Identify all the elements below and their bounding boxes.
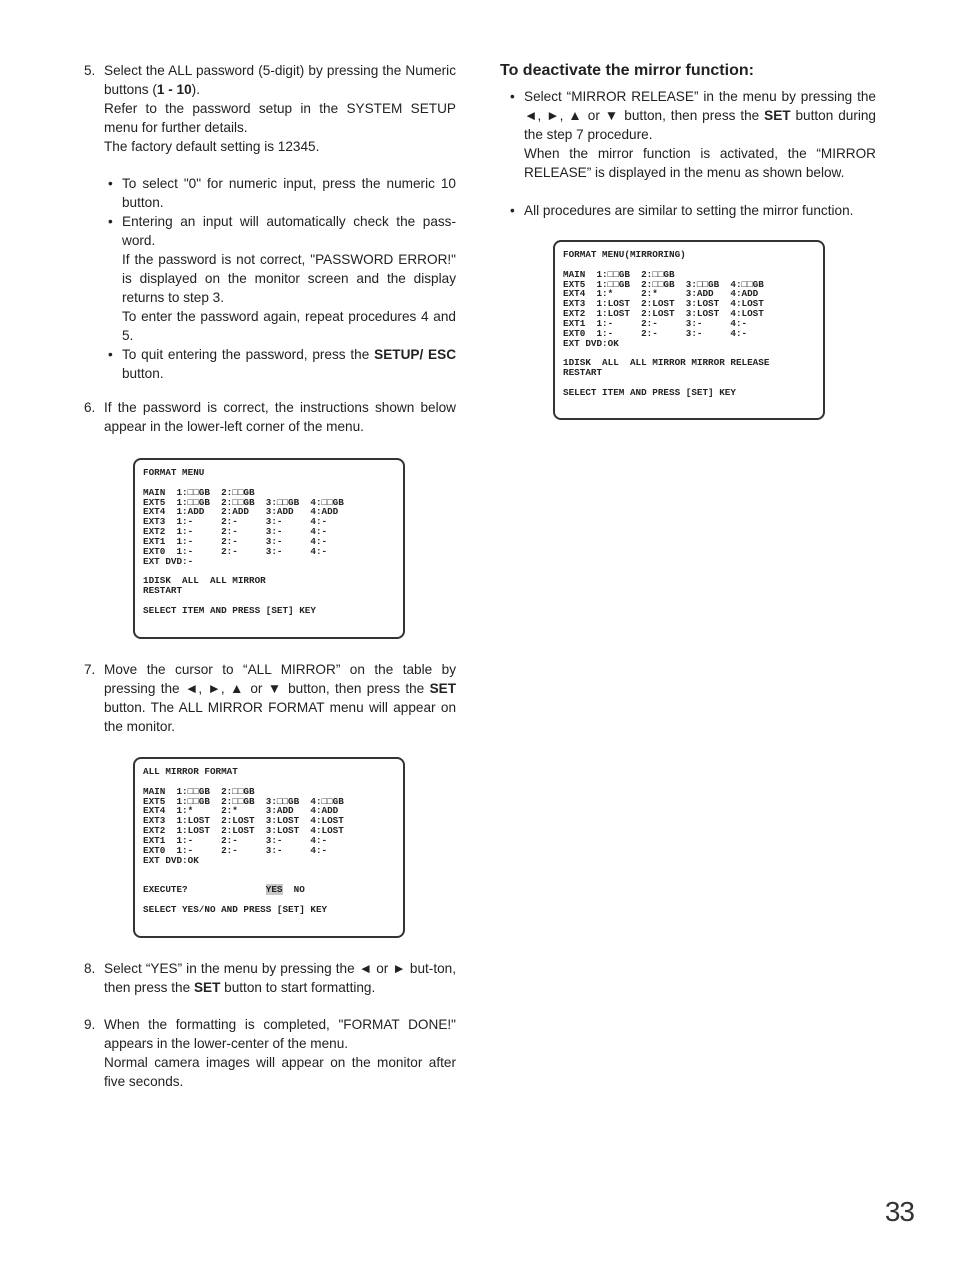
screen-line: 1DISK ALL ALL MIRROR — [143, 575, 266, 587]
screen-lines — [143, 767, 395, 885]
screen-footer: SELECT YES/NO AND PRESS [SET] KEY — [143, 903, 328, 915]
step-9-text: When the formatting is completed, "FORMAT DONE!" appears in the lower-center of the menu. — [104, 1017, 456, 1051]
screen-line: EXT3 1:LOST 2:LOST 3:LOST 4:LOST — [563, 298, 764, 310]
step-8 — [84, 959, 456, 997]
screen-line: EXT2 1:- 2:- 3:- 4:- — [143, 526, 328, 538]
format-menu-screen — [133, 458, 405, 639]
screen-line: EXT0 1:- 2:- 3:- 4:- — [143, 545, 328, 557]
step-number: 6. — [84, 400, 96, 415]
screen-line: FORMAT MENU(MIRRORING) — [563, 249, 686, 260]
screen-lines — [563, 250, 815, 398]
screen-line — [143, 865, 395, 875]
step-number: 8. — [84, 961, 96, 976]
screen-line: EXT2 1:LOST 2:LOST 3:LOST 4:LOST — [143, 825, 344, 837]
note-bullet: • To select "0" for numeric input, press the numeric 10 button. — [108, 176, 456, 210]
screen-line: EXT1 1:- 2:- 3:- 4:- — [563, 317, 748, 329]
screen-line: EXT0 1:- 2:- 3:- 4:- — [563, 327, 748, 339]
all-mirror-format-screen — [133, 757, 405, 938]
step-number: 7. — [84, 662, 96, 677]
screen-line: EXT DVD:OK — [143, 854, 199, 866]
screen-line: EXT4 1:ADD 2:ADD 3:ADD 4:ADD — [143, 506, 339, 518]
screen-line: 1DISK ALL ALL MIRROR MIRROR RELEASE — [563, 357, 770, 369]
step-5-text: Select the ALL password (5-digit) by pressing the Numeric buttons (1 - 10). — [104, 63, 456, 97]
no-option: NO — [282, 884, 305, 896]
step-6 — [84, 398, 456, 436]
step-9 — [84, 1015, 456, 1091]
screen-line: EXT4 1:* 2:* 3:ADD 4:ADD — [563, 288, 759, 300]
step-number: 9. — [84, 1017, 96, 1032]
step-5-default: The factory default setting is 12345. — [104, 139, 320, 154]
screen-line: EXT1 1:- 2:- 3:- 4:- — [143, 834, 328, 846]
yes-option: YES — [265, 884, 283, 896]
screen-line: EXT DVD:OK — [563, 337, 619, 349]
instruction-bullet: • All procedures are similar to setting the mirror function. — [510, 203, 854, 218]
step-5-reference: Refer to the password setup in the SYSTEM SETUP menu for further details. — [104, 101, 456, 135]
screen-line: RESTART — [143, 585, 183, 597]
screen-lines — [143, 468, 395, 616]
step-7 — [84, 660, 456, 736]
screen-line: EXT DVD:- — [143, 555, 194, 567]
screen-line: EXT5 1:□□GB 2:□□GB 3:□□GB 4:□□GB — [143, 496, 344, 508]
execute-line: EXECUTE? YES NO — [143, 884, 305, 896]
screen-line: EXT1 1:- 2:- 3:- 4:- — [143, 535, 328, 547]
screen-line: EXT0 1:- 2:- 3:- 4:- — [143, 844, 328, 856]
step-8-text: Select “YES” in the menu by pressing the ◄ or ► but-ton, then press the SET button to start formatting. — [104, 961, 456, 995]
screen-line: EXT3 1:- 2:- 3:- 4:- — [143, 516, 328, 528]
note-bullet: • To quit entering the password, press the SETUP/ ESC button. — [108, 347, 457, 381]
screen-line: EXT2 1:LOST 2:LOST 3:LOST 4:LOST — [563, 308, 764, 320]
mirroring-menu-screen — [553, 240, 825, 420]
screen-line: MAIN 1:□□GB 2:□□GB — [563, 268, 675, 280]
screen-line: EXT4 1:* 2:* 3:ADD 4:ADD — [143, 805, 339, 817]
screen-line: EXT3 1:LOST 2:LOST 3:LOST 4:LOST — [143, 815, 344, 827]
screen-line: SELECT ITEM AND PRESS [SET] KEY — [143, 604, 316, 616]
deactivate-instructions — [510, 87, 876, 220]
section-heading: To deactivate the mirror function: — [500, 62, 754, 79]
instruction-bullet: • Select “MIRROR RELEASE” in the menu by pressing the ◄, ►, ▲ or ▼ button, then press the SET button during the step 7 procedure. When the mirror function is activated, the “MIRROR RELEASE” is displayed in the menu as shown below. — [510, 89, 876, 180]
screen-line: SELECT ITEM AND PRESS [SET] KEY — [563, 386, 736, 398]
screen-line: EXT5 1:□□GB 2:□□GB 3:□□GB 4:□□GB — [143, 795, 344, 807]
screen-line: MAIN 1:□□GB 2:□□GB — [143, 486, 255, 498]
step-9-note: Normal camera images will appear on the monitor after five seconds. — [104, 1055, 456, 1089]
step-number: 5. — [84, 63, 96, 78]
screen-line: MAIN 1:□□GB 2:□□GB — [143, 785, 255, 797]
step-7-text: Move the cursor to “ALL MIRROR” on the table by pressing the ◄, ►, ▲ or ▼ button, then press the SET button. The ALL MIRROR FORMAT menu will appear on the monitor. — [104, 662, 456, 734]
screen-line: FORMAT MENU — [143, 467, 205, 478]
screen-line: ALL MIRROR FORMAT — [143, 766, 238, 777]
step-6-text: If the password is correct, the instructions shown below appear in the lower-left corner of the menu. — [104, 400, 456, 434]
page-number: 33 — [884, 1196, 914, 1227]
screen-line: RESTART — [563, 367, 603, 379]
screen-line: EXT5 1:□□GB 2:□□GB 3:□□GB 4:□□GB — [563, 278, 764, 290]
step-5 — [84, 61, 456, 383]
note-bullet: • Entering an input will automatically check the pass-word. If the password is not correct, "PASSWORD ERROR!" is displayed on the monitor screen and the display returns to step 3. To enter the password again, repeat procedures 4 and 5. — [108, 214, 456, 343]
